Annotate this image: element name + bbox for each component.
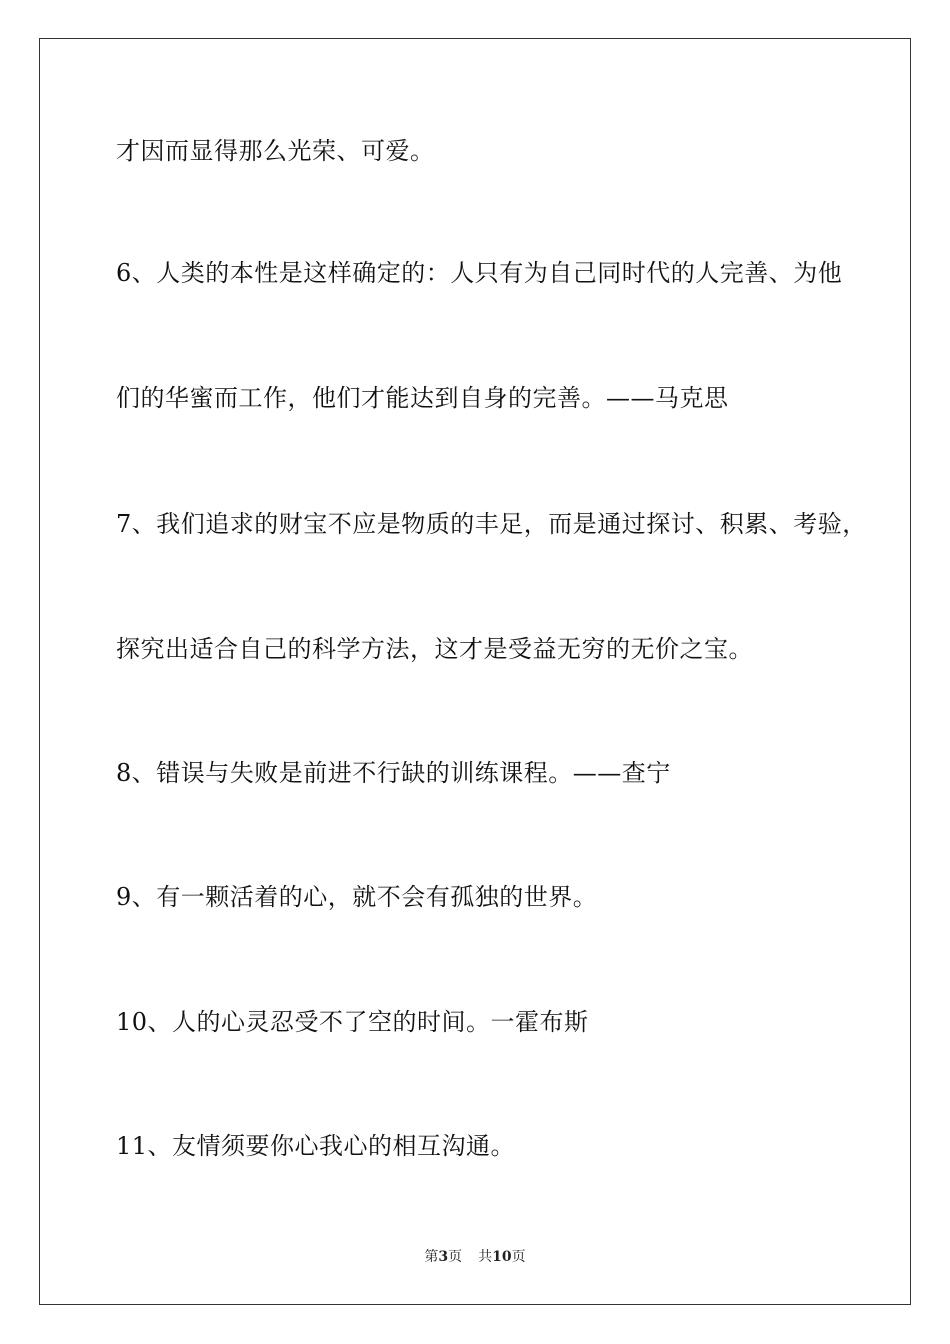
page-total: 10 <box>492 1249 512 1265</box>
page-prefix: 第 <box>424 1249 439 1265</box>
page-border <box>39 38 911 1305</box>
text-line-6: 8、错误与失败是前进不行缺的训练课程。——查宁 <box>116 759 671 787</box>
page-current: 3 <box>438 1249 449 1265</box>
page-footer <box>0 1248 950 1266</box>
text-line-2: 6、人类的本性是这样确定的：人只有为自己同时代的人完善、为他 <box>116 259 843 287</box>
page-suffix: 页 <box>448 1249 463 1265</box>
text-line-5: 探究出适合自己的科学方法，这才是受益无穷的无价之宝。 <box>116 635 753 663</box>
text-line-3: 们的华蜜而工作，他们才能达到自身的完善。——马克思 <box>116 384 729 412</box>
text-line-9: 11、友情须要你心我心的相互沟通。 <box>116 1132 516 1160</box>
text-line-7: 9、有一颗活着的心，就不会有孤独的世界。 <box>116 883 598 911</box>
total-prefix: 共 <box>478 1249 493 1265</box>
text-line-8: 10、人的心灵忍受不了空的时间。一霍布斯 <box>116 1008 589 1036</box>
total-suffix: 页 <box>511 1249 526 1265</box>
text-line-4: 7、我们追求的财宝不应是物质的丰足，而是通过探讨、积累、考验， <box>116 510 867 538</box>
text-line-1: 才因而显得那么光荣、可爱。 <box>116 137 435 165</box>
